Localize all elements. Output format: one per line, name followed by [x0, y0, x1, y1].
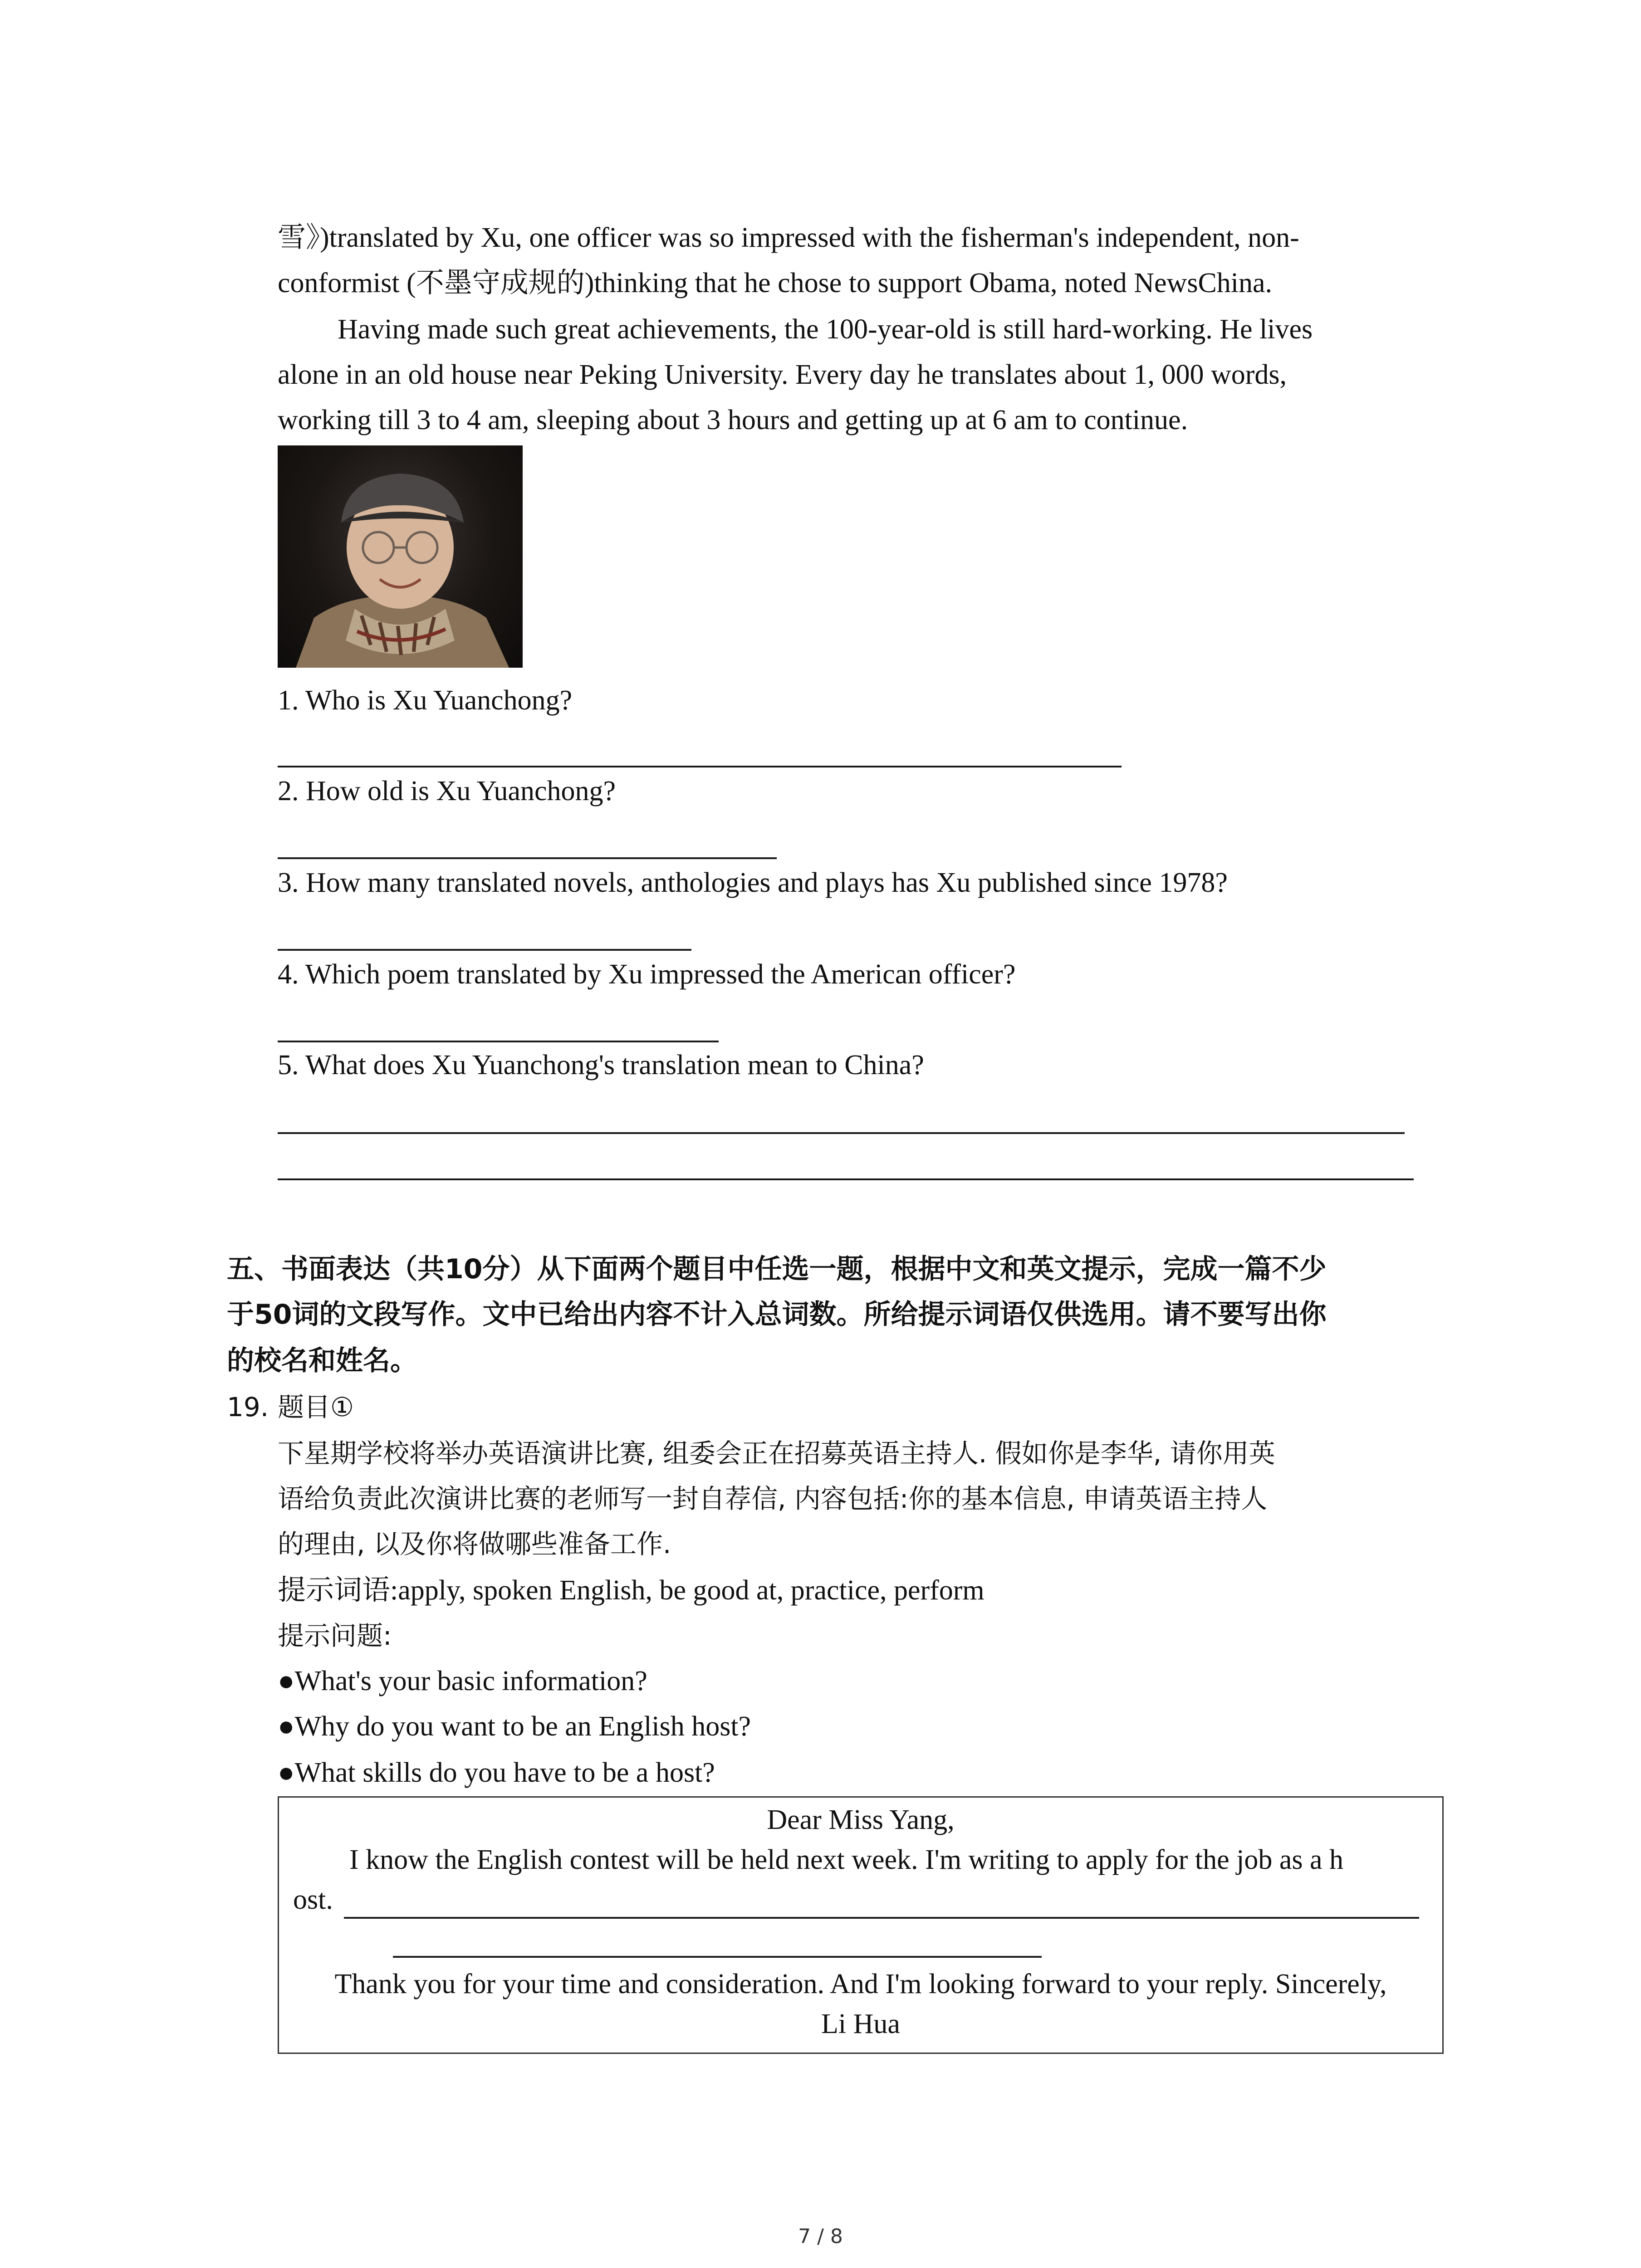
answer-line-1[interactable] [278, 766, 1122, 767]
letter-greeting: Dear Miss Yang, [767, 1804, 955, 1835]
answer-line-2[interactable] [278, 857, 777, 859]
section-five-heading-line-3: 的校名和姓名。 [227, 1345, 417, 1377]
question-3: 3. How many translated novels, anthologies and plays has Xu published since 1978? [278, 867, 1228, 898]
hint-question-2: ●Why do you want to be an English host? [278, 1711, 751, 1742]
topic-title: 题目① [278, 1392, 354, 1422]
letter-signature: Li Hua [821, 2009, 900, 2039]
section-five-heading-line-1: 五、书面表达（共10分）从下面两个题目中任选一题，根据中文和英文提示，完成一篇不少 [227, 1253, 1327, 1285]
page-number: 7 / 8 [798, 2225, 843, 2248]
prompt-line-1: 下星期学校将举办英语演讲比赛, 组委会正在招募英语主持人. 假如你是李华, 请你用英 [278, 1438, 1275, 1469]
passage-line-4: alone in an old house near Peking University. Every day he translates about 1, 000 words, [278, 359, 1287, 390]
question-5: 5. What does Xu Yuanchong's translation mean to China? [278, 1050, 924, 1080]
answer-line-5a[interactable] [278, 1132, 1405, 1134]
letter-body-line-2: ost. [293, 1884, 333, 1915]
passage-line-3: Having made such great achievements, the 100-year-old is still hard-working. He lives [338, 314, 1313, 345]
answer-line-3[interactable] [278, 949, 691, 951]
prompt-line-3: 的理由, 以及你将做哪些准备工作. [278, 1529, 671, 1559]
passage-line-1: 雪》)translated by Xu, one officer was so impressed with the fisherman's independent, non- [278, 222, 1299, 253]
passage-line-2: conformist (不墨守成规的)thinking that he chose to support Obama, noted NewsChina. [278, 268, 1273, 298]
hint-question-3: ●What skills do you have to be a host? [278, 1757, 715, 1788]
hint-words: 提示词语:apply, spoken English, be good at, practice, perform [278, 1575, 985, 1606]
question-4: 4. Which poem translated by Xu impressed the American officer? [278, 959, 1016, 990]
portrait-photo [278, 445, 523, 668]
passage-line-5: working till 3 to 4 am, sleeping about 3 hours and getting up at 6 am to continue. [278, 405, 1188, 435]
letter-closing: Thank you for your time and consideration. And I'm looking forward to your reply. Sincerely, [334, 1969, 1387, 1999]
section-five-heading-line-2: 于50词的文段写作。文中已给出内容不计入总词数。所给提示词语仅供选用。请不要写出你 [227, 1299, 1327, 1330]
question-1: 1. Who is Xu Yuanchong? [278, 685, 573, 716]
letter-body-line-1: I know the English contest will be held next week. I'm writing to apply for the job as a h [349, 1844, 1344, 1875]
hint-questions-label: 提示问题: [278, 1620, 392, 1651]
writing-line-2[interactable] [393, 1956, 1042, 1958]
hint-question-1: ●What's your basic information? [278, 1666, 647, 1696]
answer-line-5b[interactable] [278, 1178, 1414, 1180]
prompt-line-2: 语给负责此次演讲比赛的老师写一封自荐信, 内容包括:你的基本信息, 申请英语主持人 [278, 1483, 1268, 1514]
question-number: 19. [227, 1392, 269, 1422]
question-2: 2. How old is Xu Yuanchong? [278, 776, 616, 807]
writing-line-1[interactable] [344, 1917, 1419, 1919]
